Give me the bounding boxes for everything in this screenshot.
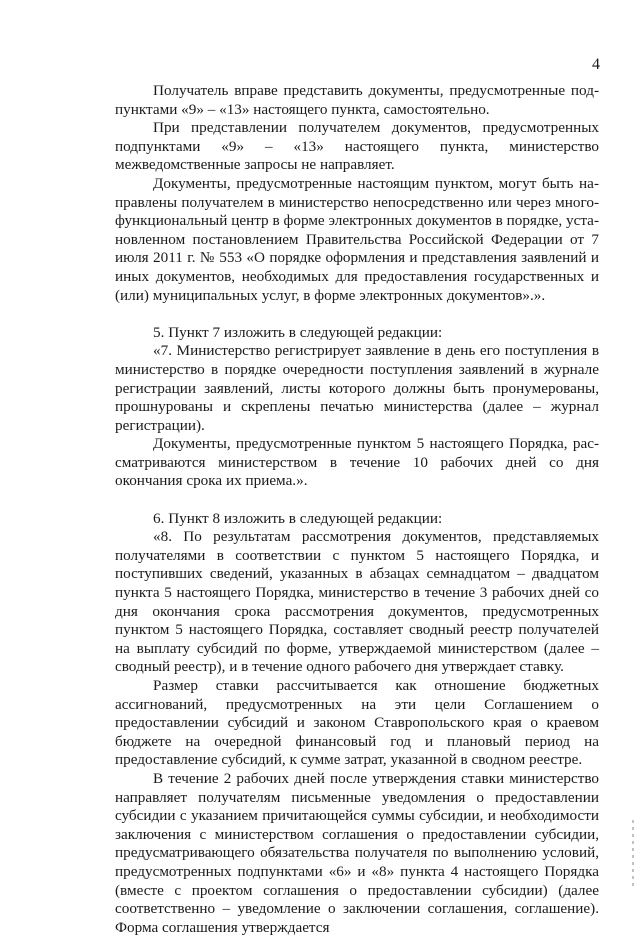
paragraph-rate-calculation: Размер ставки рассчитывается как отношение бюджетных ассигнований, предусмотренных на эти цели Соглашением о предоставлении субсидий и законом Ставропольского края о краевом бюджете на очередной финансовый год и плановый период на предоставление субсидий, к сумме затрат, указанной в сводном реестре.	[115, 677, 599, 769]
paragraph-recipient-right: Получатель вправе представить документы, предусмотренные подпунктами «9» – «13» настоящего пункта, самостоятельно.	[115, 82, 599, 118]
amendment-item-6-heading: 6. Пункт 8 изложить в следующей редакции:	[153, 509, 443, 527]
paragraph-notifications: В течение 2 рабочих дней после утверждения ставки министерство направляет получателям письменные уведомления о предоставлении субсидии с указанием причитающейся суммы субсидии, и необходимости заключения с министерством соглашения о предоставлении субсидии, предусматривающего обязательства получателя по выполнению условий, предусмотренных подпунктами «6» и «8» пункта 4 настоящего Порядка (вместе с проектом соглашения о предоставлении субсидии) (далее соответственно – уведомление о заключении соглашения, соглашение). Форма соглашения утверждается	[115, 769, 599, 936]
paragraph-point-7-registration: «7. Министерство регистрирует заявление в день его поступления в министерство в порядке очередности поступления заявлений в журнале регистрации заявлений, листы которого должны быть пронумерованы, прошнурованы и скреплены печатью министерства (далее – журнал регистрации).	[115, 342, 599, 434]
paragraph-no-interagency-requests: При представлении получателем документов, предусмотренных подпунктами «9» – «13» настоящего пункта, министерство межведомственные запросы не направляет.	[115, 119, 599, 174]
amendment-item-5-heading: 5. Пункт 7 изложить в следующей редакции:	[153, 323, 443, 341]
page-number: 4	[592, 56, 600, 73]
document-body	[115, 82, 599, 937]
scan-edge-mark	[632, 820, 634, 890]
paragraph-point-8-registry: «8. По результатам рассмотрения документов, представляемых получателями в соответствии с пунктом 5 настоящего Порядка, и поступивших сведений, указанных в абзацах семнадцатом – двадцатом пункта 5 настоящего Порядка, министерство в течение 3 рабочих дней со дня окончания срока рассмотрения документов, предусмотренных пунктом 5 настоящего Порядка, составляет сводный реестр получателей на выплату субсидий по форме, утверждаемой министерством (далее – сводный реестр), и в течение одного рабочего дня утверждает ставку.	[115, 528, 599, 676]
paragraph-electronic-submission: Документы, предусмотренные настоящим пунктом, могут быть направлены получателем в министерство непосредственно или через многофункциональный центр в форме электронных документов в порядке, установленном постановлением Правительства Российской Федерации от 7 июля 2011 г. № 553 «О порядке оформления и представления заявлений и иных документов, необходимых для предоставления государственных и (или) муниципальных услуг, в форме электронных документов».».	[115, 174, 599, 304]
paragraph-point-7-review-term: Документы, предусмотренные пунктом 5 настоящего Порядка, рассматриваются министерством в течение 10 рабочих дней со дня окончания срока их приема.».	[115, 435, 599, 490]
